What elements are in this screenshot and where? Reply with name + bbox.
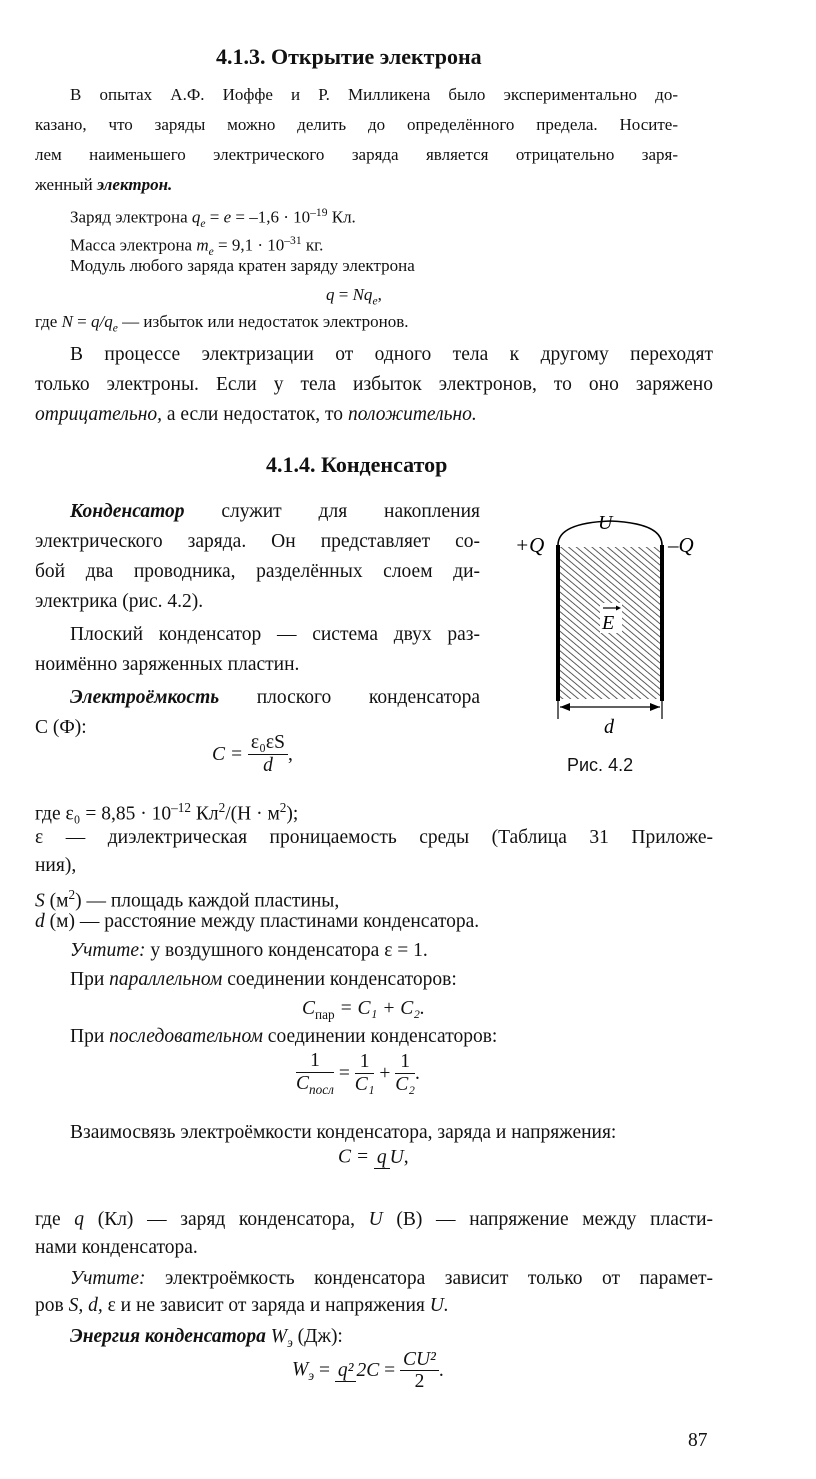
math-var: W bbox=[292, 1358, 309, 1380]
text-line: C (Ф): bbox=[35, 717, 87, 738]
math-op: = bbox=[338, 1062, 350, 1084]
text-span: . bbox=[438, 1360, 444, 1382]
text-line bbox=[35, 170, 172, 200]
math-op: = bbox=[384, 1360, 396, 1382]
text-italic: параллельном bbox=[109, 969, 223, 990]
text-span: (В) — напряжение между пласти- bbox=[382, 1209, 714, 1230]
text-line bbox=[35, 1205, 713, 1235]
formula-capacitance bbox=[212, 732, 293, 778]
text-line bbox=[35, 400, 477, 430]
text-span: (Кл) — заряд конденсатора, bbox=[84, 1209, 369, 1230]
text-span: (м bbox=[44, 890, 69, 912]
math-var: q/q bbox=[91, 312, 113, 331]
section-413-title: 4.1.3. Открытие электрона bbox=[216, 44, 482, 69]
math-var: S, d, bbox=[68, 1295, 103, 1316]
note-label: Учтите: bbox=[70, 1268, 146, 1289]
capacitor-figure bbox=[510, 505, 710, 755]
dim-arrow-left bbox=[560, 703, 570, 711]
note-label: Учтите: bbox=[70, 940, 146, 961]
math-expr: = C₁ + C₂. bbox=[334, 998, 425, 1019]
math-denominator bbox=[296, 1073, 334, 1097]
math-fraction bbox=[374, 1147, 404, 1169]
math-var: q bbox=[191, 207, 201, 227]
math-var: C bbox=[302, 998, 316, 1019]
math-var: C bbox=[296, 1073, 310, 1095]
math-var: U. bbox=[429, 1295, 449, 1316]
math-var: S bbox=[35, 890, 45, 912]
formula-energy bbox=[292, 1349, 444, 1393]
text-italic: положительно. bbox=[347, 404, 477, 425]
text-line: бой два проводника, разделённых слоем ди- bbox=[35, 561, 480, 582]
text-span: женный bbox=[35, 175, 98, 194]
text-span: При bbox=[70, 1026, 110, 1047]
math-var: m bbox=[196, 235, 209, 255]
text-span: . bbox=[415, 1062, 420, 1084]
math-sup: 2 bbox=[68, 887, 76, 902]
math-sup: –31 bbox=[284, 234, 302, 247]
math-var: N bbox=[61, 312, 73, 331]
label-minus-q: –Q bbox=[668, 533, 694, 557]
text-span: Кл bbox=[190, 803, 219, 825]
text-line: электрика (рис. 4.2). bbox=[35, 591, 204, 612]
text-span: (Дж): bbox=[292, 1326, 343, 1347]
text-line bbox=[70, 497, 480, 527]
math-sup: 2 bbox=[218, 800, 226, 815]
term-capacitance: Электроёмкость bbox=[70, 687, 220, 708]
math-sup: –12 bbox=[171, 800, 191, 815]
text-italic: отрицательно, bbox=[35, 404, 162, 425]
math-numerator: 1 bbox=[296, 1050, 334, 1073]
text-span: электроёмкость конденсатора зависит только от парамет- bbox=[145, 1268, 713, 1289]
term-capacitor: Конденсатор bbox=[70, 501, 185, 522]
math-var: U bbox=[368, 1209, 383, 1230]
text-line: ния), bbox=[35, 855, 77, 876]
text-span: , bbox=[287, 743, 293, 765]
text-span: а если недостаток, то bbox=[162, 404, 348, 425]
math-lhs: C = bbox=[338, 1146, 370, 1168]
math-var: d bbox=[35, 911, 45, 932]
text-span: ε и не зависит от заряда и напряжения bbox=[102, 1295, 430, 1316]
text-line: В опытах А.Ф. Иоффе и Р. Милликена было экспериментально до- bbox=[70, 85, 678, 104]
label-plus-q: +Q bbox=[515, 533, 545, 557]
math-numerator: 1 bbox=[395, 1051, 415, 1074]
text-span: = bbox=[205, 207, 224, 227]
text-span: соединении конденсаторов: bbox=[222, 969, 457, 990]
text-span: плоского конденсатора bbox=[256, 687, 481, 708]
formula-c-q-u bbox=[338, 1146, 409, 1169]
math-var: q bbox=[74, 1209, 85, 1230]
math-sup: –19 bbox=[310, 206, 328, 219]
figure-caption: Рис. 4.2 bbox=[567, 755, 634, 775]
term-electron: электрон. bbox=[97, 175, 173, 194]
math-var: q bbox=[326, 285, 335, 304]
note-air-line bbox=[70, 936, 428, 966]
text-span: = 9,1 · 10 bbox=[213, 235, 285, 255]
math-var: e bbox=[223, 207, 232, 227]
text-line: Модуль любого заряда кратен заряду электрона bbox=[70, 256, 415, 275]
text-span: = –1,6 · 10 bbox=[231, 207, 311, 227]
math-sup: 2 bbox=[279, 800, 287, 815]
text-line bbox=[70, 683, 480, 713]
text-span: Масса электрона bbox=[70, 235, 197, 255]
math-fraction bbox=[355, 1051, 375, 1096]
math-sub: e bbox=[200, 217, 206, 231]
text-span: = bbox=[334, 285, 353, 304]
math-lhs bbox=[292, 1358, 315, 1383]
text-italic: последовательном bbox=[109, 1026, 263, 1047]
math-sub: e bbox=[372, 294, 378, 308]
math-var: W bbox=[265, 1326, 287, 1347]
math-numerator: CU² bbox=[400, 1349, 439, 1371]
math-denominator: C₂ bbox=[395, 1074, 416, 1096]
series-line bbox=[70, 1022, 497, 1052]
math-op: + bbox=[379, 1062, 391, 1084]
where-N-line bbox=[35, 307, 408, 343]
text-span: , bbox=[403, 1146, 409, 1168]
section-414-title: 4.1.4. Конденсатор bbox=[266, 452, 448, 477]
text-span: Заряд электрона bbox=[70, 207, 192, 227]
text-span: Кл. bbox=[327, 207, 356, 227]
page-number: 87 bbox=[688, 1430, 708, 1451]
text-line: ноимённо заряженных пластин. bbox=[35, 654, 300, 675]
math-op: = bbox=[318, 1360, 330, 1382]
math-var: Nq bbox=[352, 285, 373, 304]
text-span: кг. bbox=[301, 235, 324, 255]
text-line: лем наименьшего электрического заряда является отрицательно заря- bbox=[35, 145, 678, 164]
math-fraction bbox=[335, 1360, 379, 1382]
text-line: ε — диэлектрическая проницаемость среды (Таблица 31 Приложе- bbox=[35, 827, 713, 848]
text-span: = bbox=[72, 312, 92, 331]
math-fraction bbox=[296, 1050, 334, 1098]
text-span: у воздушного конденсатора ε = 1. bbox=[145, 940, 428, 961]
label-U: U bbox=[598, 512, 613, 534]
text-span: где ε₀ = 8,85 · 10 bbox=[35, 803, 172, 825]
math-sub: e bbox=[112, 321, 118, 335]
text-line: нами конденсатора. bbox=[35, 1237, 198, 1258]
math-denominator: 2C bbox=[356, 1360, 380, 1382]
text-span: ров bbox=[35, 1295, 69, 1316]
text-span: ); bbox=[286, 803, 299, 825]
text-line: Взаимосвязь электроёмкости конденсатора, заряда и напряжения: bbox=[70, 1122, 617, 1143]
text-line: электрического заряда. Он представляет со- bbox=[35, 531, 480, 552]
math-sub: пар bbox=[315, 1006, 335, 1022]
math-lhs: C = bbox=[212, 743, 244, 765]
math-fraction bbox=[400, 1349, 439, 1393]
math-denominator: d bbox=[263, 755, 273, 777]
math-denominator: C₁ bbox=[354, 1074, 375, 1096]
math-numerator: ε₀εS bbox=[248, 732, 288, 755]
term-energy: Энергия конденсатора bbox=[70, 1326, 266, 1347]
text-span: где bbox=[35, 312, 62, 331]
text-line bbox=[35, 1291, 449, 1321]
math-sub: e bbox=[208, 245, 214, 259]
text-span: где bbox=[35, 1209, 75, 1230]
formula-series bbox=[296, 1050, 420, 1098]
math-denominator: U bbox=[389, 1146, 404, 1168]
text-span: соединении конденсаторов: bbox=[262, 1026, 498, 1047]
text-span: — избыток или недостаток электронов. bbox=[117, 312, 409, 331]
distance-line bbox=[35, 907, 479, 937]
text-span: , bbox=[377, 285, 382, 304]
math-numerator: q² bbox=[335, 1360, 357, 1382]
text-span: При bbox=[70, 969, 110, 990]
text-span: ) — площадь каждой пластины, bbox=[75, 890, 340, 912]
text-span: (м) — расстояние между пластинами конденсатора. bbox=[44, 911, 480, 932]
text-line: только электроны. Если у тела избыток электронов, то оно заряжено bbox=[35, 374, 713, 395]
dim-arrow-right bbox=[650, 703, 660, 711]
math-numerator: 1 bbox=[355, 1051, 375, 1074]
note-params-line bbox=[70, 1264, 713, 1294]
text-line: В процессе электризации от одного тела к другому переходят bbox=[70, 344, 713, 365]
field-label-E: E bbox=[602, 612, 615, 634]
text-span: /(Н · м bbox=[225, 803, 280, 825]
text-span: служит для накопления bbox=[221, 501, 481, 522]
math-sub: посл bbox=[309, 1082, 334, 1098]
math-numerator: q bbox=[374, 1147, 390, 1169]
math-denominator: 2 bbox=[414, 1371, 425, 1392]
math-sub: э bbox=[308, 1367, 315, 1383]
math-fraction bbox=[248, 732, 288, 778]
label-d: d bbox=[604, 716, 614, 738]
text-line: Плоский конденсатор — система двух раз- bbox=[70, 624, 480, 645]
math-fraction bbox=[395, 1051, 415, 1096]
text-line: казано, что заряды можно делить до определённого предела. Носите- bbox=[35, 115, 678, 134]
parallel-line bbox=[70, 965, 457, 995]
math-sub: э bbox=[286, 1334, 293, 1350]
